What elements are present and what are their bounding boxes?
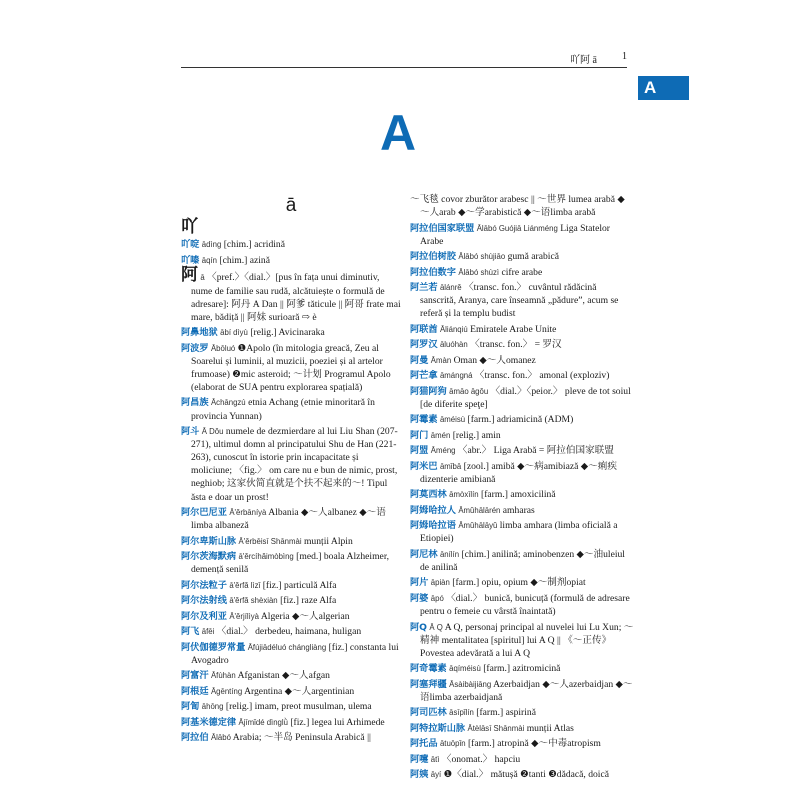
pinyin: āmén [430, 430, 451, 440]
definition: Argentina ◆～人argentinian [244, 685, 355, 697]
headword: 阿猫阿狗 [410, 385, 447, 397]
pinyin: Ābōluó [210, 343, 236, 353]
definition: numele de dezmierdare al lui Liu Shan (207-271), ultimul domn al principatului Shu de Han (221-263), cunoscut în istorie prin incapacitate și moliciune; 〈fig.〉 om care nu e bun de nimic, prost, neghiob; 这家伙简直就是个扶不起来的～! Tipul ăsta e doar un prost! [191, 426, 398, 503]
definition: gumă arabică [507, 251, 559, 263]
definition: ❶Apolo (în mitologia greacă, Zeu al Soarelui și luminii, al muzicii, poeziei și al artelor frumoase) ❷mic asteroid; ～计划 Programul Apolo (elaborat de SUA pentru explorarea spațială) [191, 342, 391, 393]
definition: [fiz.] particulă Alfa [262, 579, 337, 591]
definition: Azerbaidjan ◆～人azerbaidjan ◆～语limba azerbaidjană [420, 678, 633, 703]
pinyin: Āméng [430, 446, 456, 456]
definition: Algeria ◆～人algerian [260, 610, 350, 622]
definition: 〈transc. fon.〉 = 罗汉 [470, 339, 562, 351]
dictionary-entry [410, 662, 634, 675]
dictionary-entry [410, 678, 634, 704]
pinyin: Āliánqiú [439, 324, 468, 334]
pinyin: Āmǔhālārén [458, 505, 501, 515]
headword: 阿婆 [410, 592, 429, 604]
dictionary-entry [181, 641, 401, 667]
letter-tab: A [638, 76, 689, 100]
dictionary-entry [181, 594, 401, 607]
definition: ～飞毯 covor zburător arabesc || ～世界 lumea arabă ◆～人arab ◆～学arabistică ◆～语limba arabă [410, 194, 625, 219]
dictionary-entry [410, 753, 634, 766]
headword: 阿姨 [410, 769, 429, 781]
page-header [181, 47, 627, 68]
definition: [farm.] atropină ◆～中毒atropism [467, 738, 601, 750]
dictionary-entry [410, 548, 634, 574]
dictionary-entry [181, 535, 401, 548]
dictionary-entry [410, 768, 634, 781]
definition: munții Alpin [303, 535, 353, 547]
pinyin: Ā'ěrjílìyà [229, 611, 259, 621]
pinyin: āqín [201, 255, 217, 265]
headword: 阿訇 [181, 701, 200, 713]
dictionary-entry [181, 326, 401, 339]
definition: [med.] boala Alzheimer, demență senilă [191, 551, 390, 576]
headword: 阿拉伯国家联盟 [410, 222, 475, 234]
headword: 阿莫西林 [410, 489, 447, 501]
pinyin: Ātèlāsī Shānmài [467, 723, 525, 733]
headword: 阿塞拜疆 [410, 678, 447, 690]
definition: 〈transc. fon.〉 amonal (exploziv) [474, 370, 610, 382]
section-letter: A [380, 105, 417, 161]
pinyin: āméisù [439, 415, 466, 425]
dictionary-entry [410, 621, 634, 660]
pinyin: ā [200, 273, 205, 283]
dictionary-entry [410, 385, 634, 411]
headword-character-entry [181, 265, 401, 323]
pinyin: Ālābó shùzì [458, 267, 500, 277]
pinyin: Āmǔhālāyǔ [458, 521, 498, 531]
headword: 阿盟 [410, 445, 429, 457]
headword: 阿米巴 [410, 460, 438, 472]
dictionary-entry [410, 460, 634, 486]
headword: 阿曼 [410, 354, 429, 366]
pinyin: ālánrě [439, 283, 462, 293]
definition: [chim.] anilină; aminobenzen ◆～油uleiul de anilină [420, 548, 625, 573]
dictionary-entry [181, 731, 401, 744]
headword: 阿飞 [181, 626, 200, 638]
headword: 吖 [181, 217, 198, 237]
definition: [farm.] opiu, opium ◆～制剂opiat [452, 577, 586, 589]
definition: [relig.] imam, preot musulman, ulema [225, 701, 372, 713]
dictionary-entry [410, 488, 634, 501]
pinyin: Ālābó shùjiāo [458, 252, 506, 262]
definition: [chim.] acridină [223, 239, 285, 251]
dictionary-entry [410, 266, 634, 279]
headword-character-entry [181, 217, 401, 237]
dictionary-entry [410, 737, 634, 750]
dictionary-entry [410, 323, 634, 336]
headword: 阿尔茨海默病 [181, 551, 237, 563]
headword: 阿尔巴尼亚 [181, 507, 227, 518]
pinyin: āfēi [201, 627, 215, 637]
definition: Oman ◆～人omanez [453, 354, 536, 366]
pinyin: Āgēntíng [210, 686, 243, 696]
headword: 吖嗪 [181, 254, 200, 266]
dictionary-entry [410, 722, 634, 735]
pinyin: āyí [430, 770, 442, 780]
pinyin: Āmàn [430, 355, 452, 365]
dictionary-entry [410, 576, 634, 589]
pinyin: ā'ěrcíhǎimòbìng [238, 552, 294, 562]
pinyin: āmòxīlín [449, 490, 479, 500]
definition: 〈onomat.〉 hapciu [441, 753, 521, 765]
dictionary-entry [181, 425, 401, 504]
headword: 阿尔卑斯山脉 [181, 535, 237, 547]
headword: 阿特拉斯山脉 [410, 722, 466, 734]
dictionary-entry [410, 444, 634, 457]
definition: amharas [502, 504, 535, 516]
pinyin: āmāo āgǒu [449, 386, 489, 396]
definition: Emiratele Arabe Unite [470, 323, 557, 335]
headword: 阿片 [410, 577, 429, 589]
dictionary-entry [181, 625, 401, 638]
headword: 阿司匹林 [410, 707, 447, 719]
dictionary-entry [181, 396, 401, 422]
definition: 〈pref.〉〈dial.〉[pus în fața unui diminutiv, nume de familie sau rudă, alcătuiește o formulă de adresare]: 阿丹 A Dan || 阿爹 tăticule || 阿哥 frate mai mare, bădiță || 阿妹 surioară ⇨ è [191, 272, 401, 323]
definition: A Q, personaj principal al nuvelei lui Lu Xun; ～精神 mentalitatea [spiritul] lui A Q || 《～正传》 Povestea adevărată a lui A Q [420, 621, 634, 659]
dictionary-entry [181, 610, 401, 623]
definition: [farm.] azitromicină [483, 663, 561, 675]
pinyin: āsīpǐlín [449, 708, 474, 718]
headword: 阿兰若 [410, 282, 438, 294]
pinyin: āqíméisù [449, 664, 481, 674]
pinyin: āpiàn [430, 578, 450, 588]
headword: 阿嚏 [410, 753, 429, 765]
headword: 阿尔及利亚 [181, 610, 227, 622]
pinyin: Ājīmǐdé dìnglǜ [238, 717, 288, 727]
headword: 阿波罗 [181, 342, 209, 354]
dictionary-entry [410, 250, 634, 263]
headword: 阿根廷 [181, 685, 209, 697]
definition: cifre arabe [501, 266, 543, 278]
definition: 〈transc. fon.〉 cuvântul rădăcină sanscrită, Aranya, care înseamnă „pădure”, acum se referă și la templu budist [420, 282, 619, 320]
definition: [relig.] Avicinaraka [250, 327, 325, 339]
pinyin: Āfújiādéluó chángliàng [247, 642, 327, 652]
pinyin: Ā'ěrbēisī Shānmài [238, 536, 302, 546]
dictionary-entry [181, 716, 401, 729]
pinyin: Ā Q [429, 622, 443, 632]
right-column [410, 193, 634, 784]
headword: 阿联酋 [410, 323, 438, 335]
pinyin: āmǐbā [439, 461, 462, 471]
dictionary-entry [410, 519, 634, 545]
headword: 阿拉伯 [181, 732, 209, 744]
pinyin: Āsàibàijiāng [449, 679, 492, 689]
pinyin: āhōng [201, 702, 224, 712]
dictionary-entry [410, 354, 634, 367]
headword: 阿拉伯数字 [410, 266, 456, 278]
pinyin: ānílín [439, 549, 460, 559]
definition: [fiz.] legea lui Arhimede [290, 716, 385, 728]
headword: 阿斗 [181, 426, 200, 438]
dictionary-entry [181, 550, 401, 576]
pinyin: ādìng [201, 240, 222, 250]
dictionary-entry [410, 706, 634, 719]
dictionary-entry [410, 193, 634, 219]
definition: [zool.] amibă ◆～病amibiază ◆～痢疾dizenterie amibiană [420, 460, 617, 485]
pinyin: Āchāngzú [210, 398, 246, 408]
headword: 吖啶 [181, 239, 200, 251]
definition: 〈dial.〉〈peior.〉 pleve de tot soiul [de diferite speţe] [420, 385, 631, 410]
definition: munții Atlas [526, 722, 574, 734]
headword: 阿 [181, 265, 198, 286]
headword: 阿门 [410, 429, 429, 441]
headword: 阿霉素 [410, 414, 438, 426]
dictionary-entry [410, 592, 634, 618]
definition: etnia Achang (etnie minoritară în provincia Yunnan) [191, 397, 375, 422]
pinyin: āmángná [439, 371, 473, 381]
definition: [farm.] amoxicilină [481, 489, 556, 501]
left-column [181, 195, 401, 747]
pinyin: Ālābó [210, 733, 231, 743]
dictionary-entry [181, 700, 401, 713]
pinyin: ātì [430, 754, 440, 764]
headword: 阿尼林 [410, 548, 438, 560]
pinyin: Ā Dǒu [201, 427, 224, 437]
dictionary-entry [181, 254, 401, 267]
syllable-heading: ā [285, 195, 297, 216]
definition: Afganistan ◆～人afgan [237, 670, 330, 682]
pinyin: Ālābó Guójiā Liánméng [476, 223, 558, 233]
pinyin: Ā'ěrbāníyà [229, 508, 267, 517]
definition: Liga Statelor Arabe [420, 222, 611, 247]
definition: [relig.] amin [452, 429, 501, 441]
headword: 阿奇霉素 [410, 663, 447, 675]
pinyin: ābí dìyù [220, 328, 248, 338]
headword: 阿富汗 [181, 670, 209, 682]
headword: 阿姆哈拉人 [410, 504, 456, 516]
dictionary-entry [181, 506, 401, 532]
page-number: 1 [622, 51, 627, 62]
dictionary-entry [410, 369, 634, 382]
definition: [chim.] azină [219, 254, 270, 266]
headword: 阿托品 [410, 738, 438, 750]
dictionary-entry [410, 222, 634, 248]
headword: 阿鼻地狱 [181, 327, 218, 339]
headword: 阿基米德定律 [181, 716, 237, 728]
definition: Arabia; ～半岛 Peninsula Arabică || [232, 732, 371, 744]
dictionary-entry [410, 504, 634, 517]
definition: 〈dial.〉 derbedeu, haimana, huligan [216, 626, 362, 638]
dictionary-entry [410, 338, 634, 351]
pinyin: ā'ěrfǎ shèxiàn [229, 596, 278, 606]
headword: 阿拉伯树胶 [410, 251, 456, 263]
headword: 阿尔法粒子 [181, 579, 227, 591]
headword: 阿尔法射线 [181, 595, 227, 607]
definition: [farm.] aspirină [476, 707, 536, 719]
headword: 阿罗汉 [410, 339, 438, 351]
dictionary-entry [181, 685, 401, 698]
headword: 阿芒拿 [410, 370, 438, 382]
definition: 〈dial.〉 bunică, bunicuță (formulă de adresare pentru o femeie cu vârstă înaintată) [420, 592, 630, 618]
pinyin: āpó [430, 593, 444, 603]
dictionary-entry [181, 669, 401, 682]
dictionary-entry [181, 342, 401, 394]
definition: ❶〈dial.〉 mătușă ❷tanti ❸dădacă, doică [443, 769, 609, 781]
definition: Albania ◆～人albanez ◆～语limba albaneză [191, 507, 386, 532]
dictionary-entry [181, 579, 401, 592]
pinyin: āluóhàn [439, 340, 468, 350]
headword: 阿昌族 [181, 397, 209, 409]
headword: 阿姆哈拉语 [410, 520, 456, 532]
definition: 〈abr.〉 Liga Arabă = 阿拉伯国家联盟 [457, 445, 614, 457]
headword: 阿Q [410, 621, 427, 633]
dictionary-entry [410, 413, 634, 426]
dictionary-entry [410, 281, 634, 320]
pinyin: ā'ěrfǎ lìzǐ [229, 580, 261, 590]
running-head: 吖阿 ā [570, 55, 597, 66]
pinyin: ātuōpǐn [439, 739, 466, 749]
headword: 阿伏伽德罗常量 [181, 641, 246, 653]
definition: [fiz.] raze Alfa [280, 595, 337, 607]
dictionary-entry [181, 238, 401, 251]
pinyin: Āfùhàn [210, 671, 236, 681]
definition: [farm.] adriamicină (ADM) [467, 414, 574, 426]
dictionary-entry [410, 429, 634, 442]
definition: limba amhara (limba oficială a Etiopiei) [420, 520, 618, 545]
definition: [fiz.] constanta lui Avogadro [191, 641, 399, 666]
